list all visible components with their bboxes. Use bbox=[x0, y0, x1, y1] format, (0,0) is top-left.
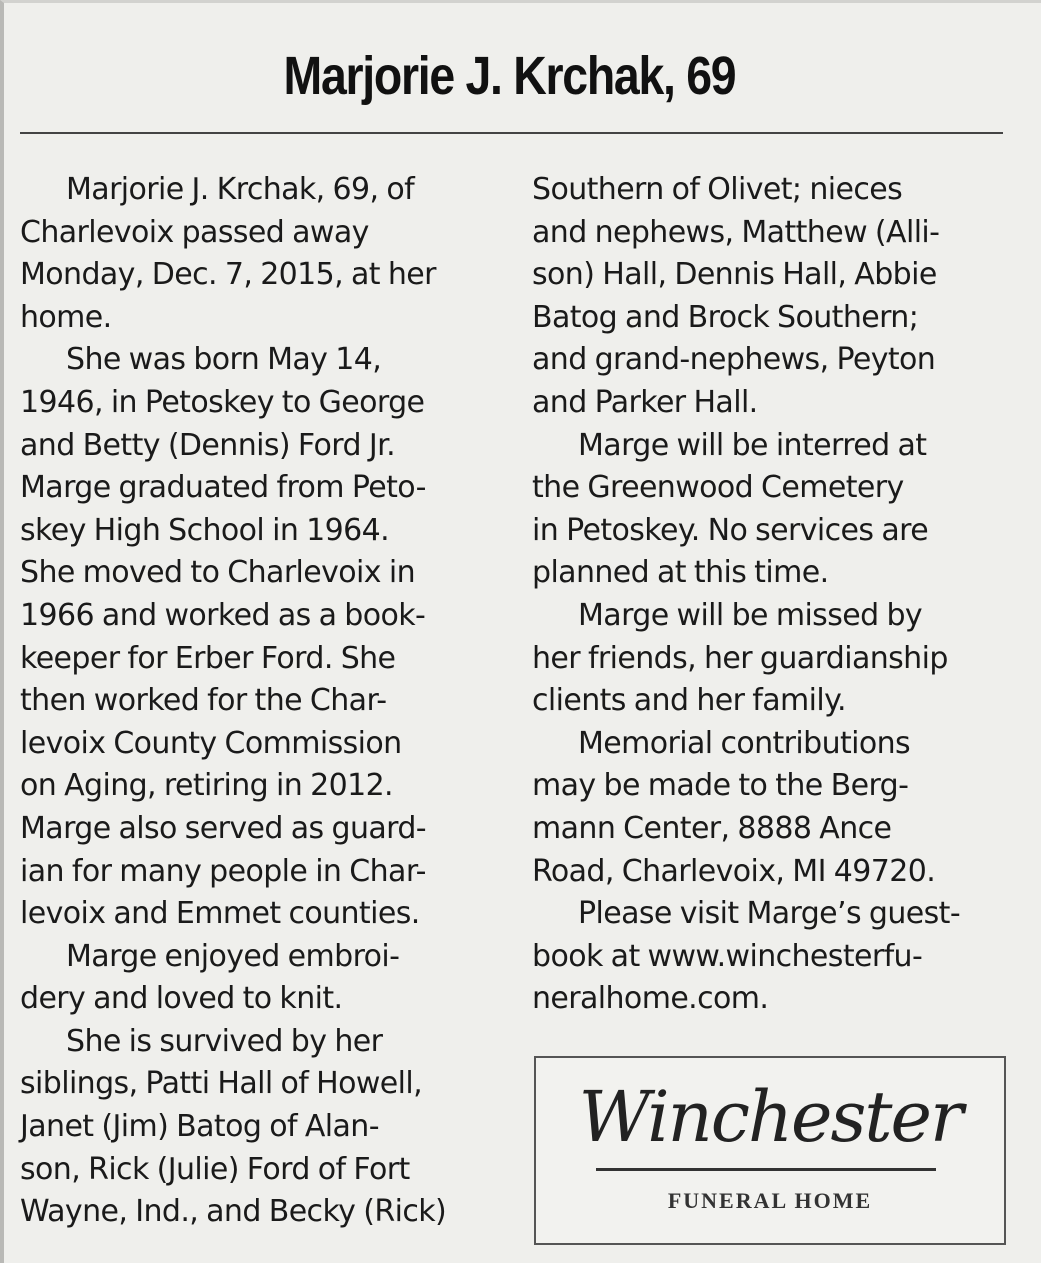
text-line: Batog and Brock Southern; bbox=[532, 299, 919, 335]
text-line: and nephews, Matthew (Alli- bbox=[532, 214, 940, 250]
text-line: keeper for Erber Ford. She bbox=[20, 640, 396, 676]
funeral-home-logo bbox=[534, 1056, 1006, 1245]
text-line: Marjorie J. Krchak, 69, of bbox=[66, 172, 415, 207]
logo-subtitle: FUNERAL HOME bbox=[667, 1188, 873, 1213]
text-line: mann Center, 8888 Ance bbox=[532, 810, 892, 846]
text-line: and Betty (Dennis) Ford Jr. bbox=[20, 427, 396, 463]
text-line: Marge will be missed by bbox=[578, 597, 923, 633]
text-line: dery and loved to knit. bbox=[20, 981, 343, 1017]
text-line: neralhome.com. bbox=[532, 981, 769, 1017]
text-line: her friends, her guardianship bbox=[532, 640, 948, 676]
text-line: son) Hall, Dennis Hall, Abbie bbox=[532, 257, 937, 293]
text-line: Southern of Olivet; nieces bbox=[532, 172, 903, 207]
text-line: and Parker Hall. bbox=[532, 384, 758, 420]
text-line: Monday, Dec. 7, 2015, at her bbox=[20, 257, 436, 293]
text-line: ian for many people in Char- bbox=[20, 853, 426, 889]
text-line: She moved to Charlevoix in bbox=[20, 555, 416, 591]
text-line: Wayne, Ind., and Becky (Rick) bbox=[20, 1194, 447, 1230]
text-line: Janet (Jim) Batog of Alan- bbox=[20, 1109, 379, 1145]
text-line: Please visit Marge’s guest- bbox=[578, 896, 961, 932]
text-line: Marge graduated from Peto- bbox=[20, 470, 426, 506]
text-line: in Petoskey. No services are bbox=[532, 512, 929, 548]
text-line: the Greenwood Cemetery bbox=[532, 470, 904, 506]
text-line: and grand-nephews, Peyton bbox=[532, 342, 936, 378]
text-line: son, Rick (Julie) Ford of Fort bbox=[20, 1151, 410, 1187]
text-line: on Aging, retiring in 2012. bbox=[20, 768, 393, 804]
text-line: Marge enjoyed embroi- bbox=[66, 938, 400, 974]
text-line: skey High School in 1964. bbox=[20, 512, 390, 548]
text-line: 1966 and worked as a book- bbox=[20, 597, 426, 633]
text-line: 1946, in Petoskey to George bbox=[20, 384, 425, 420]
text-line: clients and her family. bbox=[532, 683, 846, 719]
text-line: siblings, Patti Hall of Howell, bbox=[20, 1066, 423, 1102]
text-line: Memorial contributions bbox=[578, 725, 911, 761]
text-line: Marge will be interred at bbox=[578, 427, 927, 463]
text-line: levoix and Emmet counties. bbox=[20, 896, 420, 932]
text-line: She was born May 14, bbox=[66, 342, 382, 378]
text-line: Marge also served as guard- bbox=[20, 810, 427, 846]
text-line: She is survived by her bbox=[66, 1023, 383, 1059]
text-line: levoix County Commission bbox=[20, 725, 402, 761]
text-line: planned at this time. bbox=[532, 555, 829, 591]
text-line: Charlevoix passed away bbox=[20, 214, 369, 250]
headline-rule bbox=[20, 132, 1003, 134]
text-line: book at www.winchesterfu- bbox=[532, 938, 923, 974]
obituary-headline: Marjorie J. Krchak, 69 bbox=[283, 46, 736, 106]
text-line: may be made to the Berg- bbox=[532, 768, 909, 804]
text-line: Road, Charlevoix, MI 49720. bbox=[532, 853, 936, 889]
left-text-column bbox=[20, 169, 510, 1234]
logo-script-text: Winchester bbox=[578, 1076, 962, 1158]
text-line: home. bbox=[20, 299, 112, 335]
right-text-column bbox=[532, 169, 1022, 1021]
text-line: then worked for the Char- bbox=[20, 683, 387, 719]
logo-underline bbox=[596, 1168, 936, 1171]
